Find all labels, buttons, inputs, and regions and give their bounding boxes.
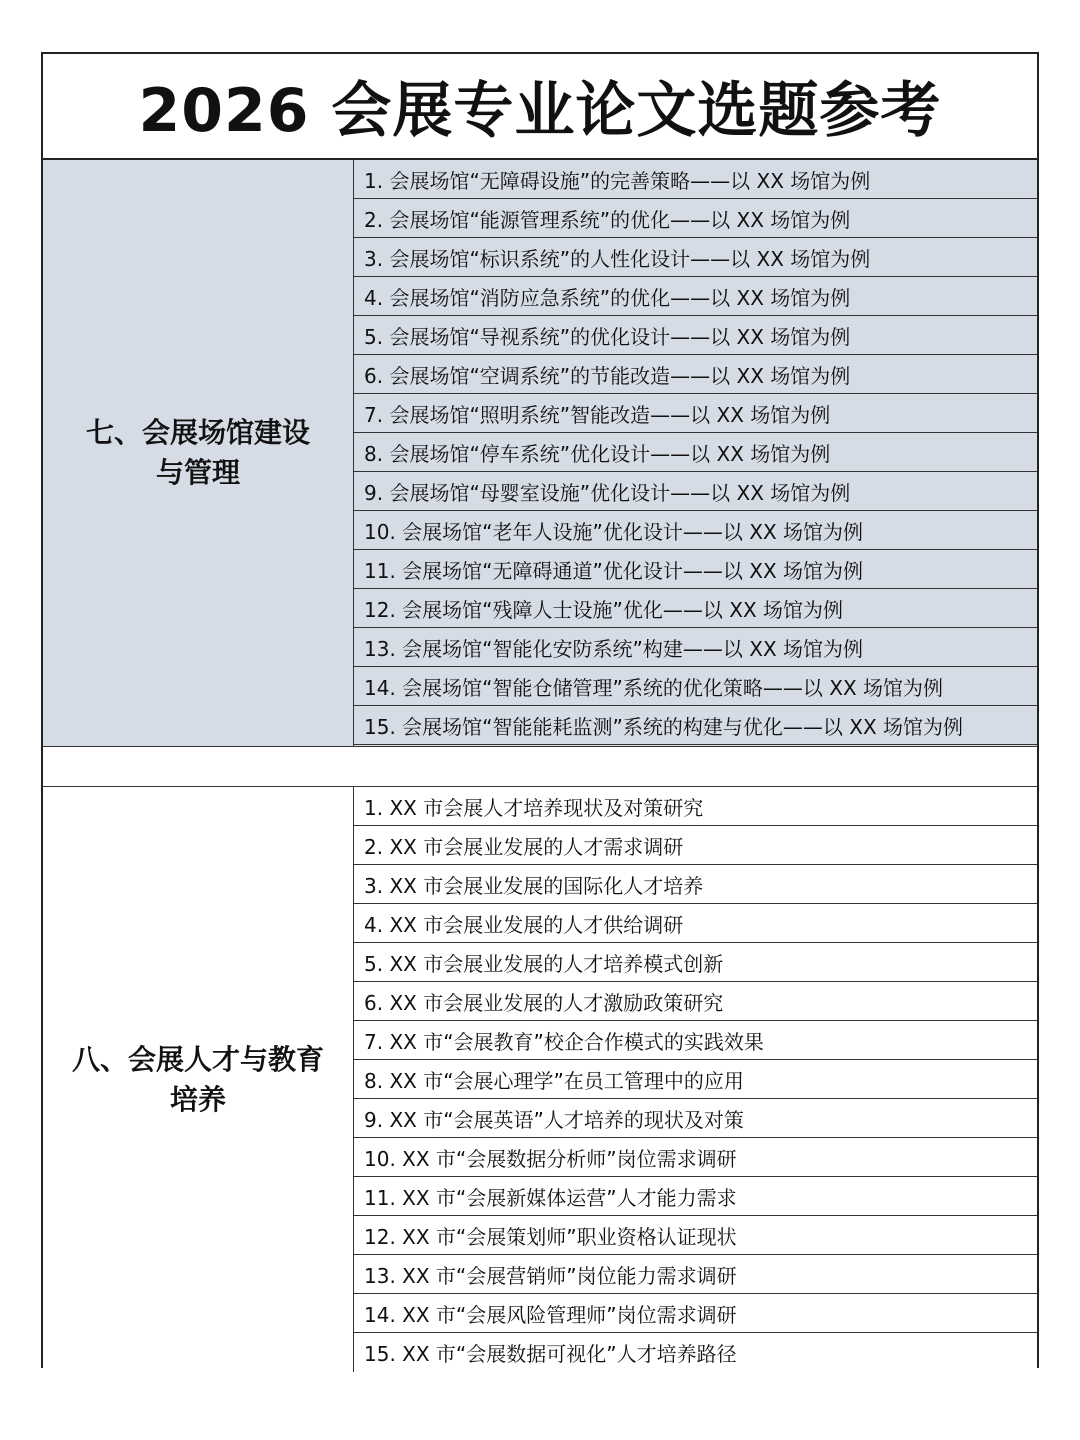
topic-item: 13. XX 市“会展营销师”岗位能力需求调研 <box>354 1255 1037 1294</box>
topic-item: 1. XX 市会展人才培养现状及对策研究 <box>354 787 1037 826</box>
section-label <box>43 160 354 746</box>
section-label-line2: 与管理 <box>155 456 240 489</box>
section-label-line2: 培养 <box>169 1082 226 1116</box>
topic-item: 5. 会展场馆“导视系统”的优化设计——以 XX 场馆为例 <box>354 316 1037 355</box>
topic-item: 8. XX 市“会展心理学”在员工管理中的应用 <box>354 1060 1037 1099</box>
topic-item: 14. 会展场馆“智能仓储管理”系统的优化策略——以 XX 场馆为例 <box>354 667 1037 706</box>
topic-item: 7. 会展场馆“照明系统”智能改造——以 XX 场馆为例 <box>354 394 1037 433</box>
topic-item: 8. 会展场馆“停车系统”优化设计——以 XX 场馆为例 <box>354 433 1037 472</box>
topic-item: 9. 会展场馆“母婴室设施”优化设计——以 XX 场馆为例 <box>354 472 1037 511</box>
section-venue-construction <box>43 160 1037 746</box>
section-label <box>43 787 354 1372</box>
topic-item: 12. XX 市“会展策划师”职业资格认证现状 <box>354 1216 1037 1255</box>
topic-list <box>354 160 1037 746</box>
topic-item: 1. 会展场馆“无障碍设施”的完善策略——以 XX 场馆为例 <box>354 160 1037 199</box>
topic-item: 14. XX 市“会展风险管理师”岗位需求调研 <box>354 1294 1037 1333</box>
topic-item: 13. 会展场馆“智能化安防系统”构建——以 XX 场馆为例 <box>354 628 1037 667</box>
topic-item: 7. XX 市“会展教育”校企合作模式的实践效果 <box>354 1021 1037 1060</box>
topic-item: 10. 会展场馆“老年人设施”优化设计——以 XX 场馆为例 <box>354 511 1037 550</box>
topics-table <box>41 52 1039 1368</box>
page-title: 2026 会展专业论文选题参考 <box>43 54 1037 160</box>
section-talent-education <box>43 786 1037 1372</box>
topic-item: 12. 会展场馆“残障人士设施”优化——以 XX 场馆为例 <box>354 589 1037 628</box>
topic-item: 15. XX 市“会展数据可视化”人才培养路径 <box>364 1342 737 1366</box>
topic-item: 4. 会展场馆“消防应急系统”的优化——以 XX 场馆为例 <box>354 277 1037 316</box>
section-divider <box>43 746 1037 786</box>
topic-list <box>354 787 1037 1372</box>
topic-item: 10. XX 市“会展数据分析师”岗位需求调研 <box>354 1138 1037 1177</box>
topic-item: 3. 会展场馆“标识系统”的人性化设计——以 XX 场馆为例 <box>354 238 1037 277</box>
topic-item: 11. XX 市“会展新媒体运营”人才能力需求 <box>354 1177 1037 1216</box>
section-label-line1: 七、会展场馆建设 <box>85 416 310 449</box>
topic-item: 15. 会展场馆“智能能耗监测”系统的构建与优化——以 XX 场馆为例 <box>354 706 1037 745</box>
topic-item: 11. 会展场馆“无障碍通道”优化设计——以 XX 场馆为例 <box>354 550 1037 589</box>
topic-item: 9. XX 市“会展英语”人才培养的现状及对策 <box>354 1099 1037 1138</box>
topic-item: 5. XX 市会展业发展的人才培养模式创新 <box>354 943 1037 982</box>
topic-item: 6. 会展场馆“空调系统”的节能改造——以 XX 场馆为例 <box>354 355 1037 394</box>
section-label-line1: 八、会展人才与教育 <box>71 1042 324 1076</box>
topic-item: 4. XX 市会展业发展的人才供给调研 <box>354 904 1037 943</box>
topic-item: 2. XX 市会展业发展的人才需求调研 <box>354 826 1037 865</box>
topic-item: 2. 会展场馆“能源管理系统”的优化——以 XX 场馆为例 <box>354 199 1037 238</box>
topic-item: 3. XX 市会展业发展的国际化人才培养 <box>354 865 1037 904</box>
topic-item: 6. XX 市会展业发展的人才激励政策研究 <box>354 982 1037 1021</box>
